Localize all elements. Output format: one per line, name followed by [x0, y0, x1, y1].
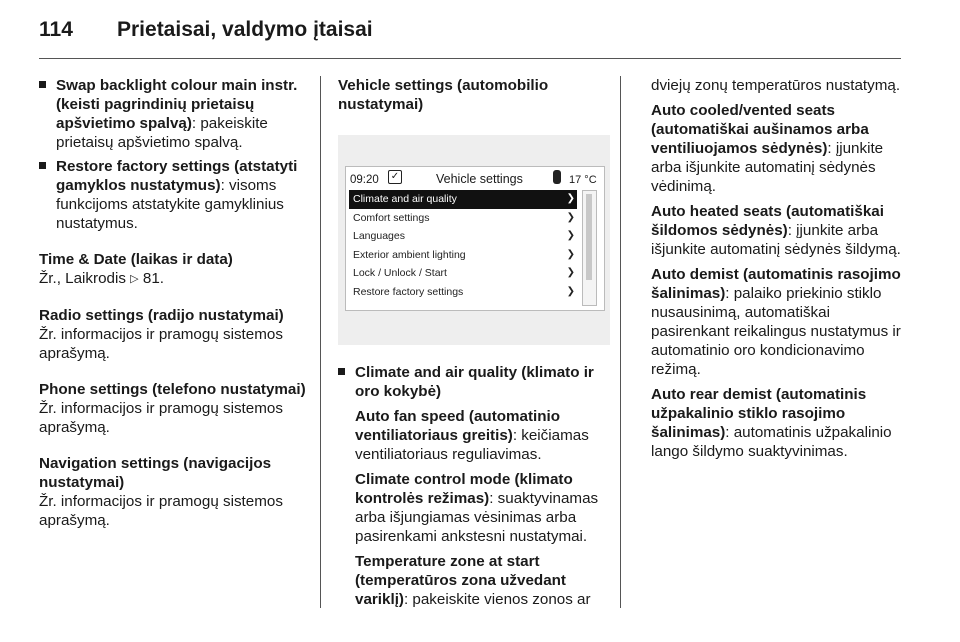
screen-time: 09:20: [350, 174, 379, 186]
menu-item-lock[interactable]: Lock / Unlock / Start ❯: [349, 264, 577, 283]
phone-title: Phone settings (telefono nustatymai): [39, 381, 306, 398]
bullet-square-icon: [39, 162, 46, 169]
menu-item-languages[interactable]: Languages ❯: [349, 227, 577, 246]
screen-scrollbar[interactable]: [582, 190, 597, 306]
chevron-right-icon: ❯: [566, 248, 575, 260]
chevron-right-icon: ❯: [566, 285, 575, 297]
bullet-desc: : visoms funkcijoms atstatykite gamyklinius nustatymus.: [56, 177, 284, 232]
header-rule: [39, 58, 901, 59]
column-divider: [620, 76, 621, 608]
fan-speed-item: Auto fan speed (automatinio ventiliatoriaus greitis): keičiamas ventiliatoriaus reguliavimas.: [355, 408, 589, 463]
nav-title: Navigation settings (navigacijos nustatymai): [39, 455, 272, 491]
menu-item-climate[interactable]: Climate and air quality ❯: [349, 190, 577, 209]
time-title: Time & Date (laikas ir data): [39, 251, 233, 268]
display-screen: [345, 166, 605, 311]
chevron-right-icon: ❯: [566, 230, 575, 241]
vehicle-settings-title: Vehicle settings (automobilio nustatymai): [338, 77, 549, 113]
thermometer-icon: [553, 170, 561, 184]
screen-menu-list: [349, 190, 577, 301]
radio-text: Žr. informacijos ir pramogų sistemos aprašymą.: [39, 326, 283, 362]
column-1: [39, 76, 311, 530]
column-2: [338, 76, 608, 609]
bullet-backlight: [39, 76, 311, 152]
nav-text: Žr. informacijos ir pramogų sistemos aprašymą.: [39, 493, 283, 529]
bullet-climate: [338, 363, 608, 401]
menu-item-comfort[interactable]: Comfort settings ❯: [349, 209, 577, 228]
screen-temp: 17 °C: [569, 174, 597, 186]
rear-demist-item: Auto rear demist (automatinis užpakalinio stiklo rasojimo šalinimas): automatinis užpakalinio lango šildymo suaktyvinimas.: [651, 386, 892, 460]
screen-header: [346, 167, 604, 189]
column-3: [651, 76, 911, 461]
bullet-term: Restore factory settings (atstatyti gamyklos nustatymus): [56, 158, 298, 194]
temp-zone-item: Temperature zone at start (temperatūros zona užvedant variklį): pakeiskite vienos zonos ar: [355, 553, 591, 608]
page-number: 114: [39, 18, 73, 41]
time-text: Žr., Laikrodis ▷ 81.: [39, 270, 164, 287]
phone-text: Žr. informacijos ir pramogų sistemos aprašymą.: [39, 400, 283, 436]
auto-demist-item: Auto demist (automatinis rasojimo šalinimas): palaiko priekinio stiklo nusausinimą, automatiškai pasirenkant reikalingus nustatymus ir automatinio oro kondicionavimo režimą.: [651, 266, 901, 378]
page-ref-arrow-icon: ▷: [130, 273, 139, 285]
bullet-term: Climate and air quality (klimato ir oro kokybė): [355, 364, 594, 400]
chevron-right-icon: ❯: [566, 193, 575, 204]
bullet-term: Swap backlight colour main instr. (keisti pagrindinių prietaisų apšvietimo spalvą): [56, 77, 298, 132]
page-title: Prietaisai, valdymo įtaisai: [117, 18, 373, 41]
vehicle-settings-screenshot: [338, 135, 610, 345]
column-divider: [320, 76, 321, 608]
radio-title: Radio settings (radijo nustatymai): [39, 307, 284, 324]
temp-zone-continued: dviejų zonų temperatūros nustatymą.: [651, 77, 901, 94]
bullet-restore: [39, 157, 311, 233]
climate-mode-item: Climate control mode (klimato kontrolės režimas): suaktyvinamas arba išjungiamas vėsinimas arba pasirenkami ankstesni nustatymai.: [355, 471, 599, 545]
chevron-right-icon: ❯: [566, 267, 575, 278]
screen-title: Vehicle settings: [436, 172, 523, 186]
bullet-square-icon: [39, 81, 46, 88]
scrollbar-thumb[interactable]: [586, 194, 592, 280]
menu-item-ambient[interactable]: Exterior ambient lighting ❯: [349, 246, 577, 265]
page-header: [39, 18, 373, 42]
cooled-seats-item: Auto cooled/vented seats (automatiškai aušinamos arba ventiliuojamos sėdynės): įjunkite arba išjunkite automatinį sėdynės vėdinimą.: [651, 102, 884, 195]
bullet-square-icon: [338, 368, 345, 375]
menu-item-restore[interactable]: Restore factory settings ❯: [349, 283, 577, 302]
chevron-right-icon: ❯: [566, 211, 575, 223]
clock-icon: ✓: [388, 170, 402, 184]
heated-seats-item: Auto heated seats (automatiškai šildomos sėdynės): įjunkite arba išjunkite automatinį sėdynės šildymą.: [651, 203, 901, 258]
bullet-desc: : pakeiskite prietaisų apšvietimo spalvą.: [56, 115, 268, 151]
